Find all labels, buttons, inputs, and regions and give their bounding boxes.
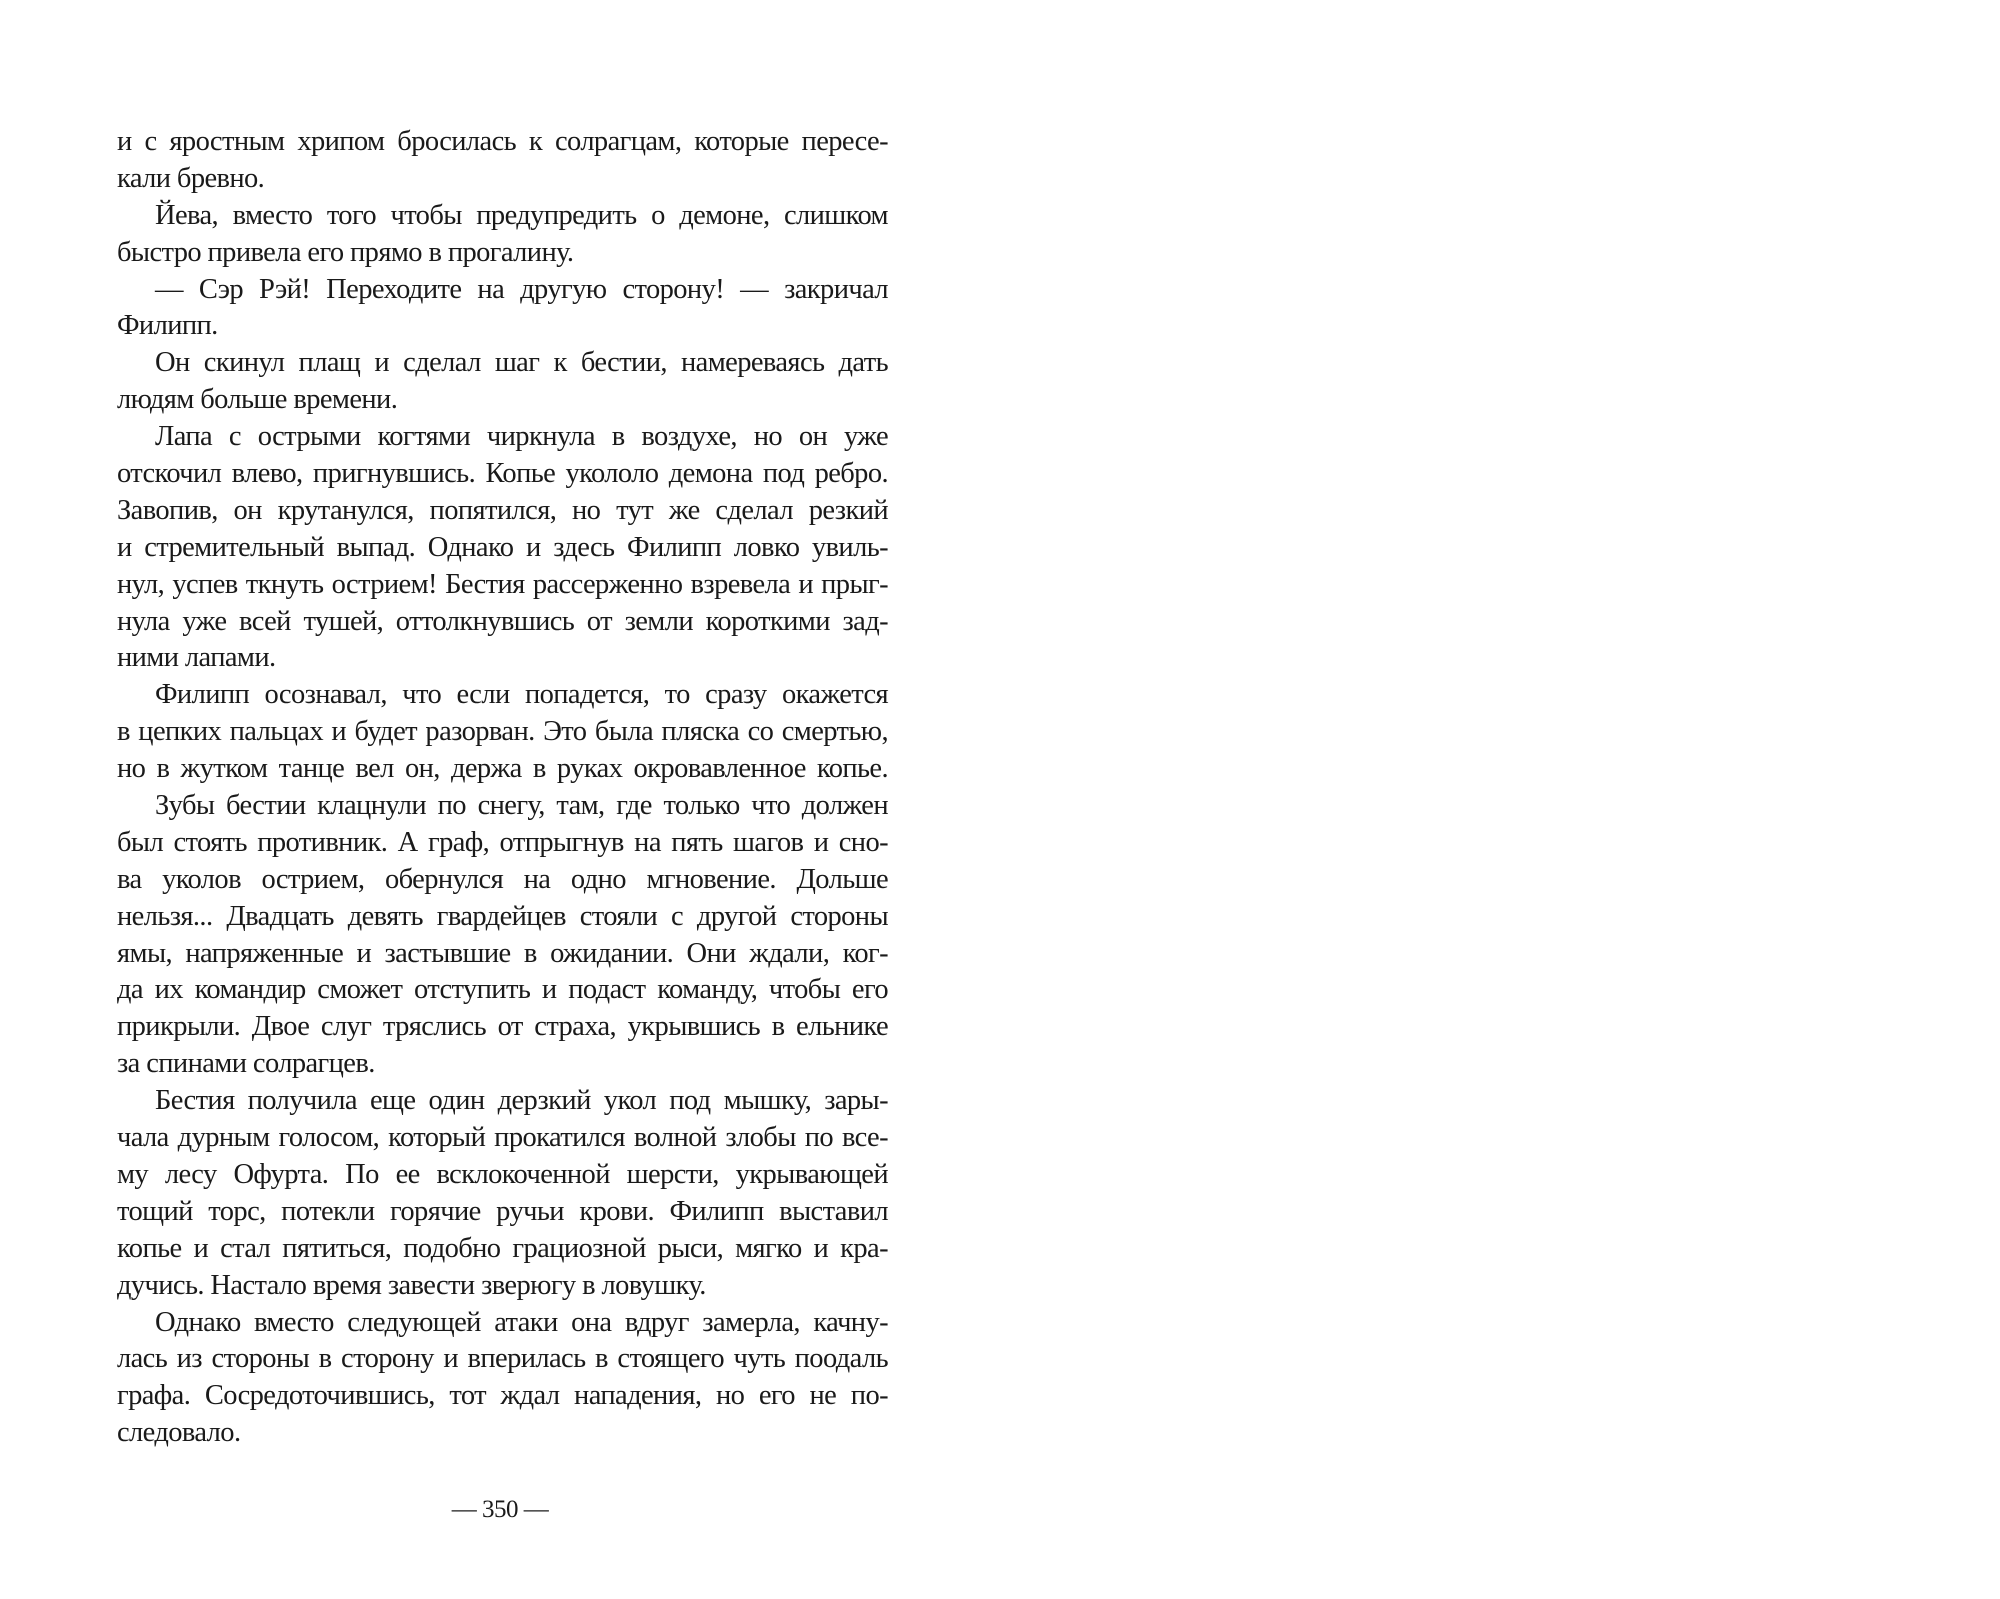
text-line: следовало. bbox=[117, 1417, 241, 1449]
body-text bbox=[117, 124, 888, 1452]
text-line: му лесу Офурта. По ее всклокоченной шерсти, укрывающей bbox=[117, 1158, 888, 1190]
text-line: кали бревно. bbox=[117, 162, 265, 194]
text-line: прикрыли. Двое слуг тряслись от страха, укрывшись в ельнике bbox=[117, 1011, 888, 1043]
right-page bbox=[1000, 0, 2000, 1599]
text-line: нул, успев ткнуть острием! Бестия рассерженно взревела и прыг- bbox=[117, 568, 888, 600]
text-line: Филипп осознавал, что если попадется, то сразу окажется bbox=[155, 679, 888, 711]
text-line: чала дурным голосом, который прокатился волной злобы по все- bbox=[117, 1122, 888, 1154]
text-line: отскочил влево, пригнувшись. Копье укололо демона под ребро. bbox=[117, 458, 888, 490]
text-line: графа. Сосредоточившись, тот ждал нападения, но его не по- bbox=[117, 1380, 888, 1412]
text-line: да их командир сможет отступить и подаст команду, чтобы его bbox=[117, 974, 888, 1006]
text-line: копье и стал пятиться, подобно грациозной рыси, мягко и кра- bbox=[117, 1232, 888, 1264]
text-line: но в жутком танце вел он, держа в руках окровавленное копье. bbox=[117, 753, 888, 785]
text-line: тощий торс, потекли горячие ручьи крови. Филипп выставил bbox=[117, 1195, 888, 1227]
text-line: нула уже всей тушей, оттолкнувшись от земли короткими зад- bbox=[117, 605, 888, 637]
text-line: Завопив, он крутанулся, попятился, но тут же сделал резкий bbox=[117, 494, 888, 526]
text-line: лась из стороны в сторону и вперилась в стоящего чуть поодаль bbox=[117, 1343, 888, 1375]
text-line: людям больше времени. bbox=[117, 384, 398, 416]
text-line: и стремительный выпад. Однако и здесь Филипп ловко увиль- bbox=[117, 531, 888, 563]
text-line: нельзя... Двадцать девять гвардейцев стояли с другой стороны bbox=[117, 900, 888, 932]
text-line: ямы, напряженные и застывшие в ожидании. Они ждали, ког- bbox=[117, 937, 888, 969]
text-line: Бестия получила еще один дерзкий укол под мышку, зары- bbox=[155, 1085, 888, 1117]
text-line: ними лапами. bbox=[117, 642, 276, 674]
text-line: Однако вместо следующей атаки она вдруг замерла, качну- bbox=[155, 1306, 888, 1338]
text-line: был стоять противник. А граф, отпрыгнув на пять шагов и сно- bbox=[117, 826, 888, 858]
text-line: Филипп. bbox=[117, 310, 218, 342]
text-line: Йева, вместо того чтобы предупредить о демоне, слишком bbox=[155, 199, 888, 231]
text-line: Зубы бестии клацнули по снегу, там, где только что должен bbox=[155, 790, 888, 822]
text-line: за спинами солрагцев. bbox=[117, 1048, 375, 1080]
text-line: ва уколов острием, обернулся на одно мгновение. Дольше bbox=[117, 863, 888, 895]
text-line: Он скинул плащ и сделал шаг к бестии, намереваясь дать bbox=[155, 347, 888, 379]
text-line: быстро привела его прямо в прогалину. bbox=[117, 236, 574, 268]
text-line: — Сэр Рэй! Переходите на другую сторону! — закричал bbox=[155, 273, 888, 305]
page-number: — 350 — bbox=[451, 1496, 549, 1523]
text-line: и с яростным хрипом бросилась к солрагцам, которые пересе- bbox=[117, 126, 888, 157]
text-line: дучись. Настало время завести зверюгу в ловушку. bbox=[117, 1269, 706, 1301]
text-line: в цепких пальцах и будет разорван. Это была пляска со смертью, bbox=[117, 716, 888, 748]
text-line: Лапа с острыми когтями чиркнула в воздухе, но он уже bbox=[155, 421, 888, 453]
